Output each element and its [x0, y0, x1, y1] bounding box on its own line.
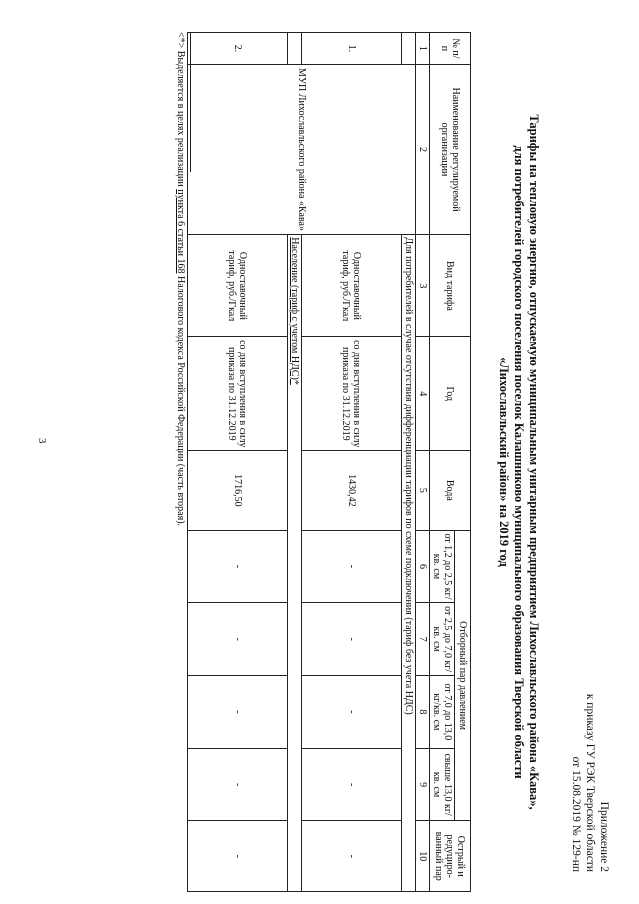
row-num: 1.: [302, 33, 402, 65]
steam-1-value: -: [188, 530, 288, 603]
col-number: 4: [416, 337, 430, 451]
title-line-3: «Лихославльский район» на 2019 год: [497, 357, 511, 567]
steam-2-value: -: [188, 603, 288, 676]
year-cell: со дня вступления в силу приказа по 31.12.2019: [302, 337, 402, 451]
col-number: 8: [416, 676, 430, 749]
steam-4-value: -: [302, 748, 402, 821]
steam-4-value: -: [188, 748, 288, 821]
water-value: 1430,42: [302, 451, 402, 531]
tariff-table: [187, 32, 471, 892]
section-header-1: Для потребителей в случае отсутствия дифференциации тарифов по схеме подключения (тариф без учета НДС): [402, 235, 416, 892]
water-value: 1716,50: [188, 451, 288, 531]
footnote-divider: [190, 32, 191, 172]
sharp-steam-value: -: [188, 821, 288, 892]
column-numbers-row: [416, 33, 430, 892]
section-num-cell: [288, 33, 302, 65]
approval-line-3: от 15.08.2019 № 129-нп: [570, 756, 582, 872]
header-steam-1: от 1,2 до 2,5 кг/кв. см: [430, 530, 455, 603]
page-number: 3: [36, 438, 48, 444]
rotated-document: [91, 32, 611, 892]
header-num: № п/ п: [430, 33, 471, 65]
header-org: Наименование регулируемой организации: [430, 64, 471, 234]
steam-1-value: -: [302, 530, 402, 603]
section-num-cell: [402, 33, 416, 65]
col-number: 9: [416, 748, 430, 821]
header-steam-3: от 7,0 до 13,0 кг/кв. см: [430, 676, 455, 749]
header-steam-4: свыше 13,0 кг/кв. см: [430, 748, 455, 821]
tariff-type-cell: Одноставочный тариф, руб./Гкал: [302, 235, 402, 337]
header-water: Вода: [430, 451, 471, 531]
footnote-text-before: <*> Выделяется в целях реализации: [175, 32, 186, 190]
steam-3-value: -: [188, 676, 288, 749]
section-header-2: [288, 235, 302, 892]
footnote: [174, 32, 191, 892]
approval-line-2: к приказу ГУ РЭК Тверской области: [584, 693, 596, 872]
header-sharp-steam: Острый и редуциро-ванный пар: [430, 821, 471, 892]
col-number: 5: [416, 451, 430, 531]
sharp-steam-value: -: [302, 821, 402, 892]
col-number: 1: [416, 33, 430, 65]
col-number: 10: [416, 821, 430, 892]
col-number: 3: [416, 235, 430, 337]
header-steam-group: Отборный пар давлением: [455, 530, 471, 821]
section-header-2-text: Население (тариф с учетом НДС)*: [289, 237, 300, 385]
col-number: 7: [416, 603, 430, 676]
approval-block: [569, 572, 611, 872]
col-number: 6: [416, 530, 430, 603]
approval-line-1: Приложение 2: [598, 801, 610, 872]
document-title: [496, 72, 541, 852]
title-line-2: для потребителей городского поселения поселок Калашниково муниципального образования Тверской области: [512, 145, 526, 779]
row-num: 2.: [188, 33, 288, 65]
col-number: 2: [416, 64, 430, 234]
header-year: Год: [430, 337, 471, 451]
footnote-text-after: Налогового кодекса Российской Федерации (часть вторая).: [175, 273, 186, 527]
steam-2-value: -: [302, 603, 402, 676]
steam-3-value: -: [302, 676, 402, 749]
year-cell: со дня вступления в силу приказа по 31.12.2019: [188, 337, 288, 451]
footnote-link[interactable]: пункта 6 статьи 168: [175, 189, 186, 274]
org-name-cell: МУП Лихославльского района «Кава»: [188, 64, 416, 234]
tariff-type-cell: Одноставочный тариф, руб./Гкал: [188, 235, 288, 337]
header-steam-2: от 2,5 до 7,0 кг/кв. см: [430, 603, 455, 676]
title-line-1: Тарифы на тепловую энергию, отпускаемую муниципальным унитарным предприятием Лихославльского района «Кава»,: [527, 114, 541, 810]
header-tariff-type: Вид тарифа: [430, 235, 471, 337]
